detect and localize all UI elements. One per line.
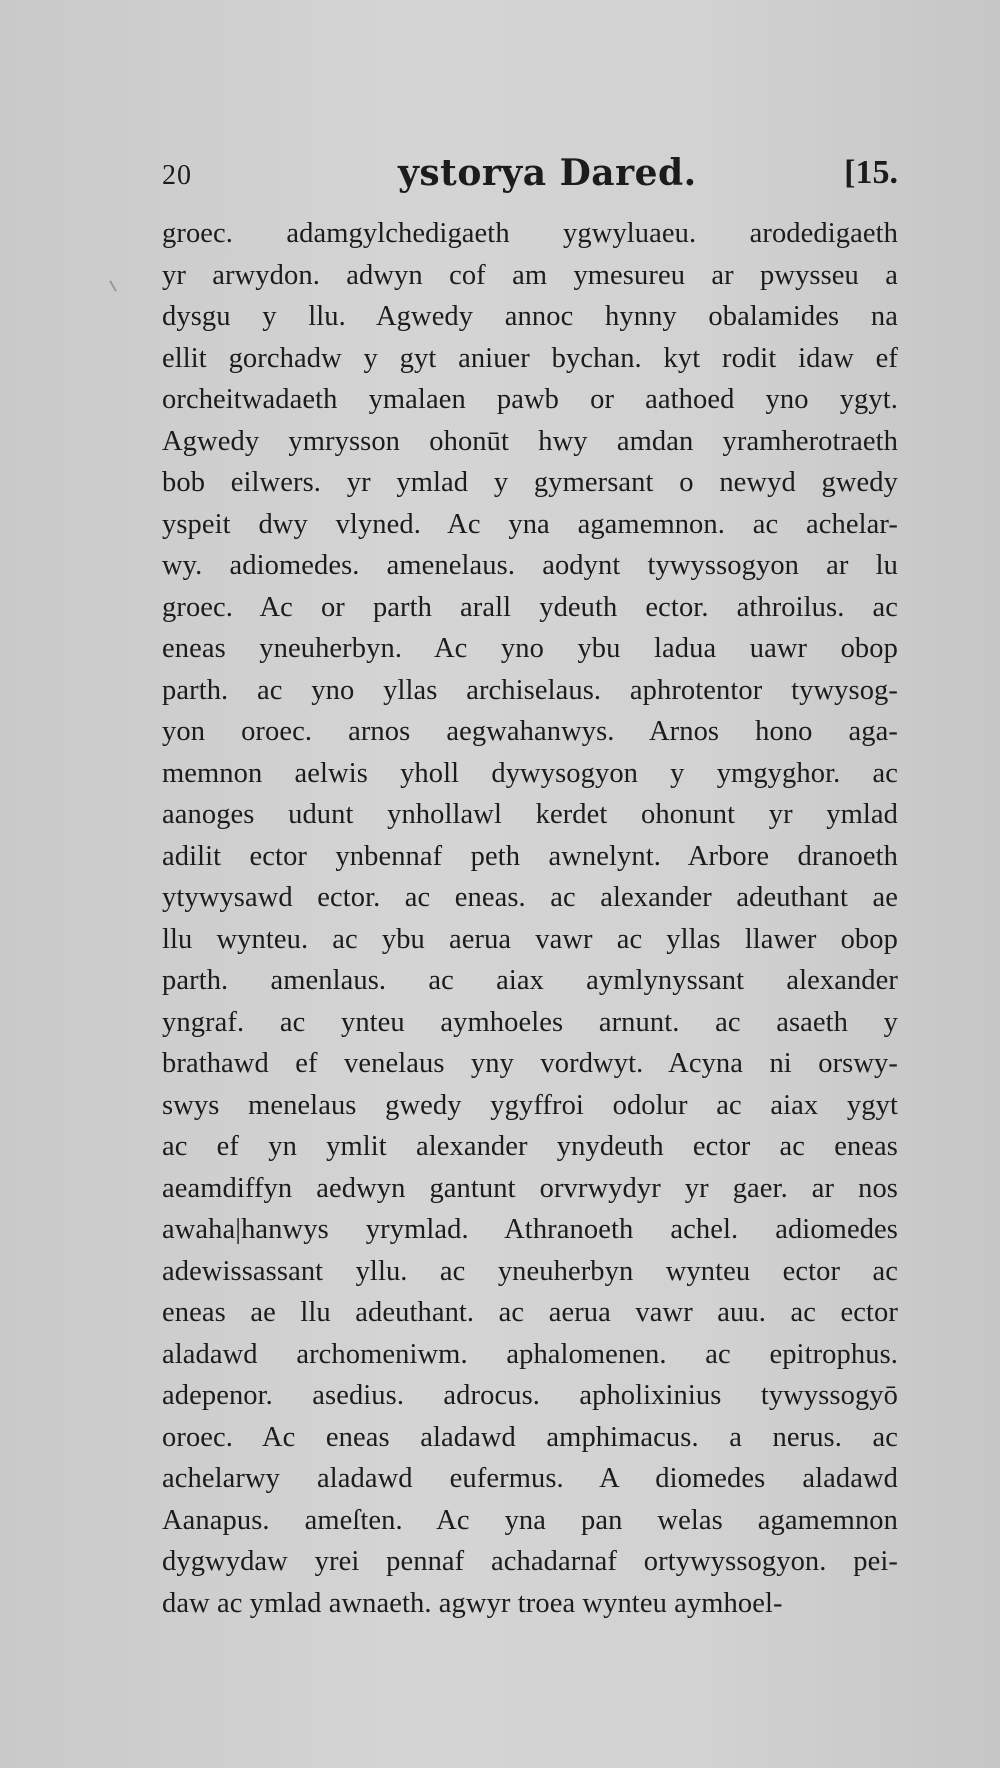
text-line: ellit gorchadw y gyt aniuer bychan. kyt rodit idaw ef [162, 342, 898, 374]
text-line: Agwedy ymrysson ohonūt hwy amdan yramherotraeth [162, 425, 898, 457]
text-line: memnon aelwis yholl dywysogyon y ymgyghor. ac [162, 757, 898, 789]
text-line: yspeit dwy vlyned. Ac yna agamemnon. ac achelar- [162, 508, 898, 540]
text-line: llu wynteu. ac ybu aerua vawr ac yllas llawer obop [162, 923, 898, 955]
text-line: ytywysawd ector. ac eneas. ac alexander adeuthant ae [162, 882, 898, 913]
text-line: bob eilwers. yr ymlad y gymersant o newyd gwedy [162, 467, 898, 498]
text-line: achelarwy aladawd eufermus. A diomedes aladawd [162, 1463, 898, 1494]
text-line: eneas yneuherbyn. Ac yno ybu ladua uawr obop [162, 633, 898, 664]
running-title: ystorya Dared. [398, 152, 697, 194]
text-line: awaha|hanwys yrymlad. Athranoeth achel. adiomedes [162, 1214, 898, 1245]
text-line: swys menelaus gwedy ygyffroi odolur ac aiax ygyt [162, 1089, 898, 1121]
text-line: adilit ector ynbennaf peth awnelynt. Arbore dranoeth [162, 840, 898, 872]
body-text [162, 213, 898, 1624]
text-line: yngraf. ac ynteu aymhoeles arnunt. ac asaeth y [162, 1006, 898, 1038]
text-line: parth. ac yno yllas archiselaus. aphrotentor tywysog- [162, 674, 898, 706]
text-line: wy. adiomedes. amenelaus. aodynt tywyssogyon ar lu [162, 550, 898, 581]
text-line: brathawd ef venelaus yny vordwyt. Acyna ni orswy- [162, 1048, 898, 1079]
text-line: ac ef yn ymlit alexander ynydeuth ector ac eneas [162, 1131, 898, 1162]
text-line: adepenor. asedius. adrocus. apholixinius tywyssogyō [162, 1380, 898, 1411]
section-number: [15. [844, 154, 898, 191]
text-line: orcheitwadaeth ymalaen pawb or aathoed yno ygyt. [162, 384, 898, 415]
text-line: aladawd archomeniwm. aphalomenen. ac epitrophus. [162, 1338, 898, 1370]
text-line: groec. Ac or parth arall ydeuth ector. athroilus. ac [162, 591, 898, 623]
page-number: 20 [162, 160, 192, 191]
text-line: aeamdiffyn aedwyn gantunt orvrwydyr yr gaer. ar nos [162, 1172, 898, 1204]
running-head [162, 152, 898, 202]
text-line: oroec. Ac eneas aladawd amphimacus. a nerus. ac [162, 1421, 898, 1453]
text-line: parth. amenlaus. ac aiax aymlynyssant alexander [162, 965, 898, 996]
text-line: yr arwydon. adwyn cof am ymesureu ar pwysseu a [162, 259, 898, 291]
text-line: adewissassant yllu. ac yneuherbyn wynteu ector ac [162, 1255, 898, 1287]
text-line: groec. adamgylchedigaeth ygwyluaeu. arodedigaeth [162, 218, 898, 249]
text-line: Aanapus. ameſten. Ac yna pan welas agamemnon [162, 1504, 898, 1536]
text-line: dysgu y llu. Agwedy annoc hynny obalamides na [162, 301, 898, 332]
text-line: eneas ae llu adeuthant. ac aerua vawr auu. ac ector [162, 1297, 898, 1328]
margin-mark [109, 280, 117, 291]
text-line: yon oroec. arnos aegwahanwys. Arnos hono aga- [162, 716, 898, 747]
text-line: aanoges udunt ynhollawl kerdet ohonunt yr ymlad [162, 799, 898, 830]
text-line: dygwydaw yrei pennaf achadarnaf ortywyssogyon. pei- [162, 1546, 898, 1577]
text-line: daw ac ymlad awnaeth. agwyr troea wynteu aymhoel- [162, 1587, 783, 1619]
